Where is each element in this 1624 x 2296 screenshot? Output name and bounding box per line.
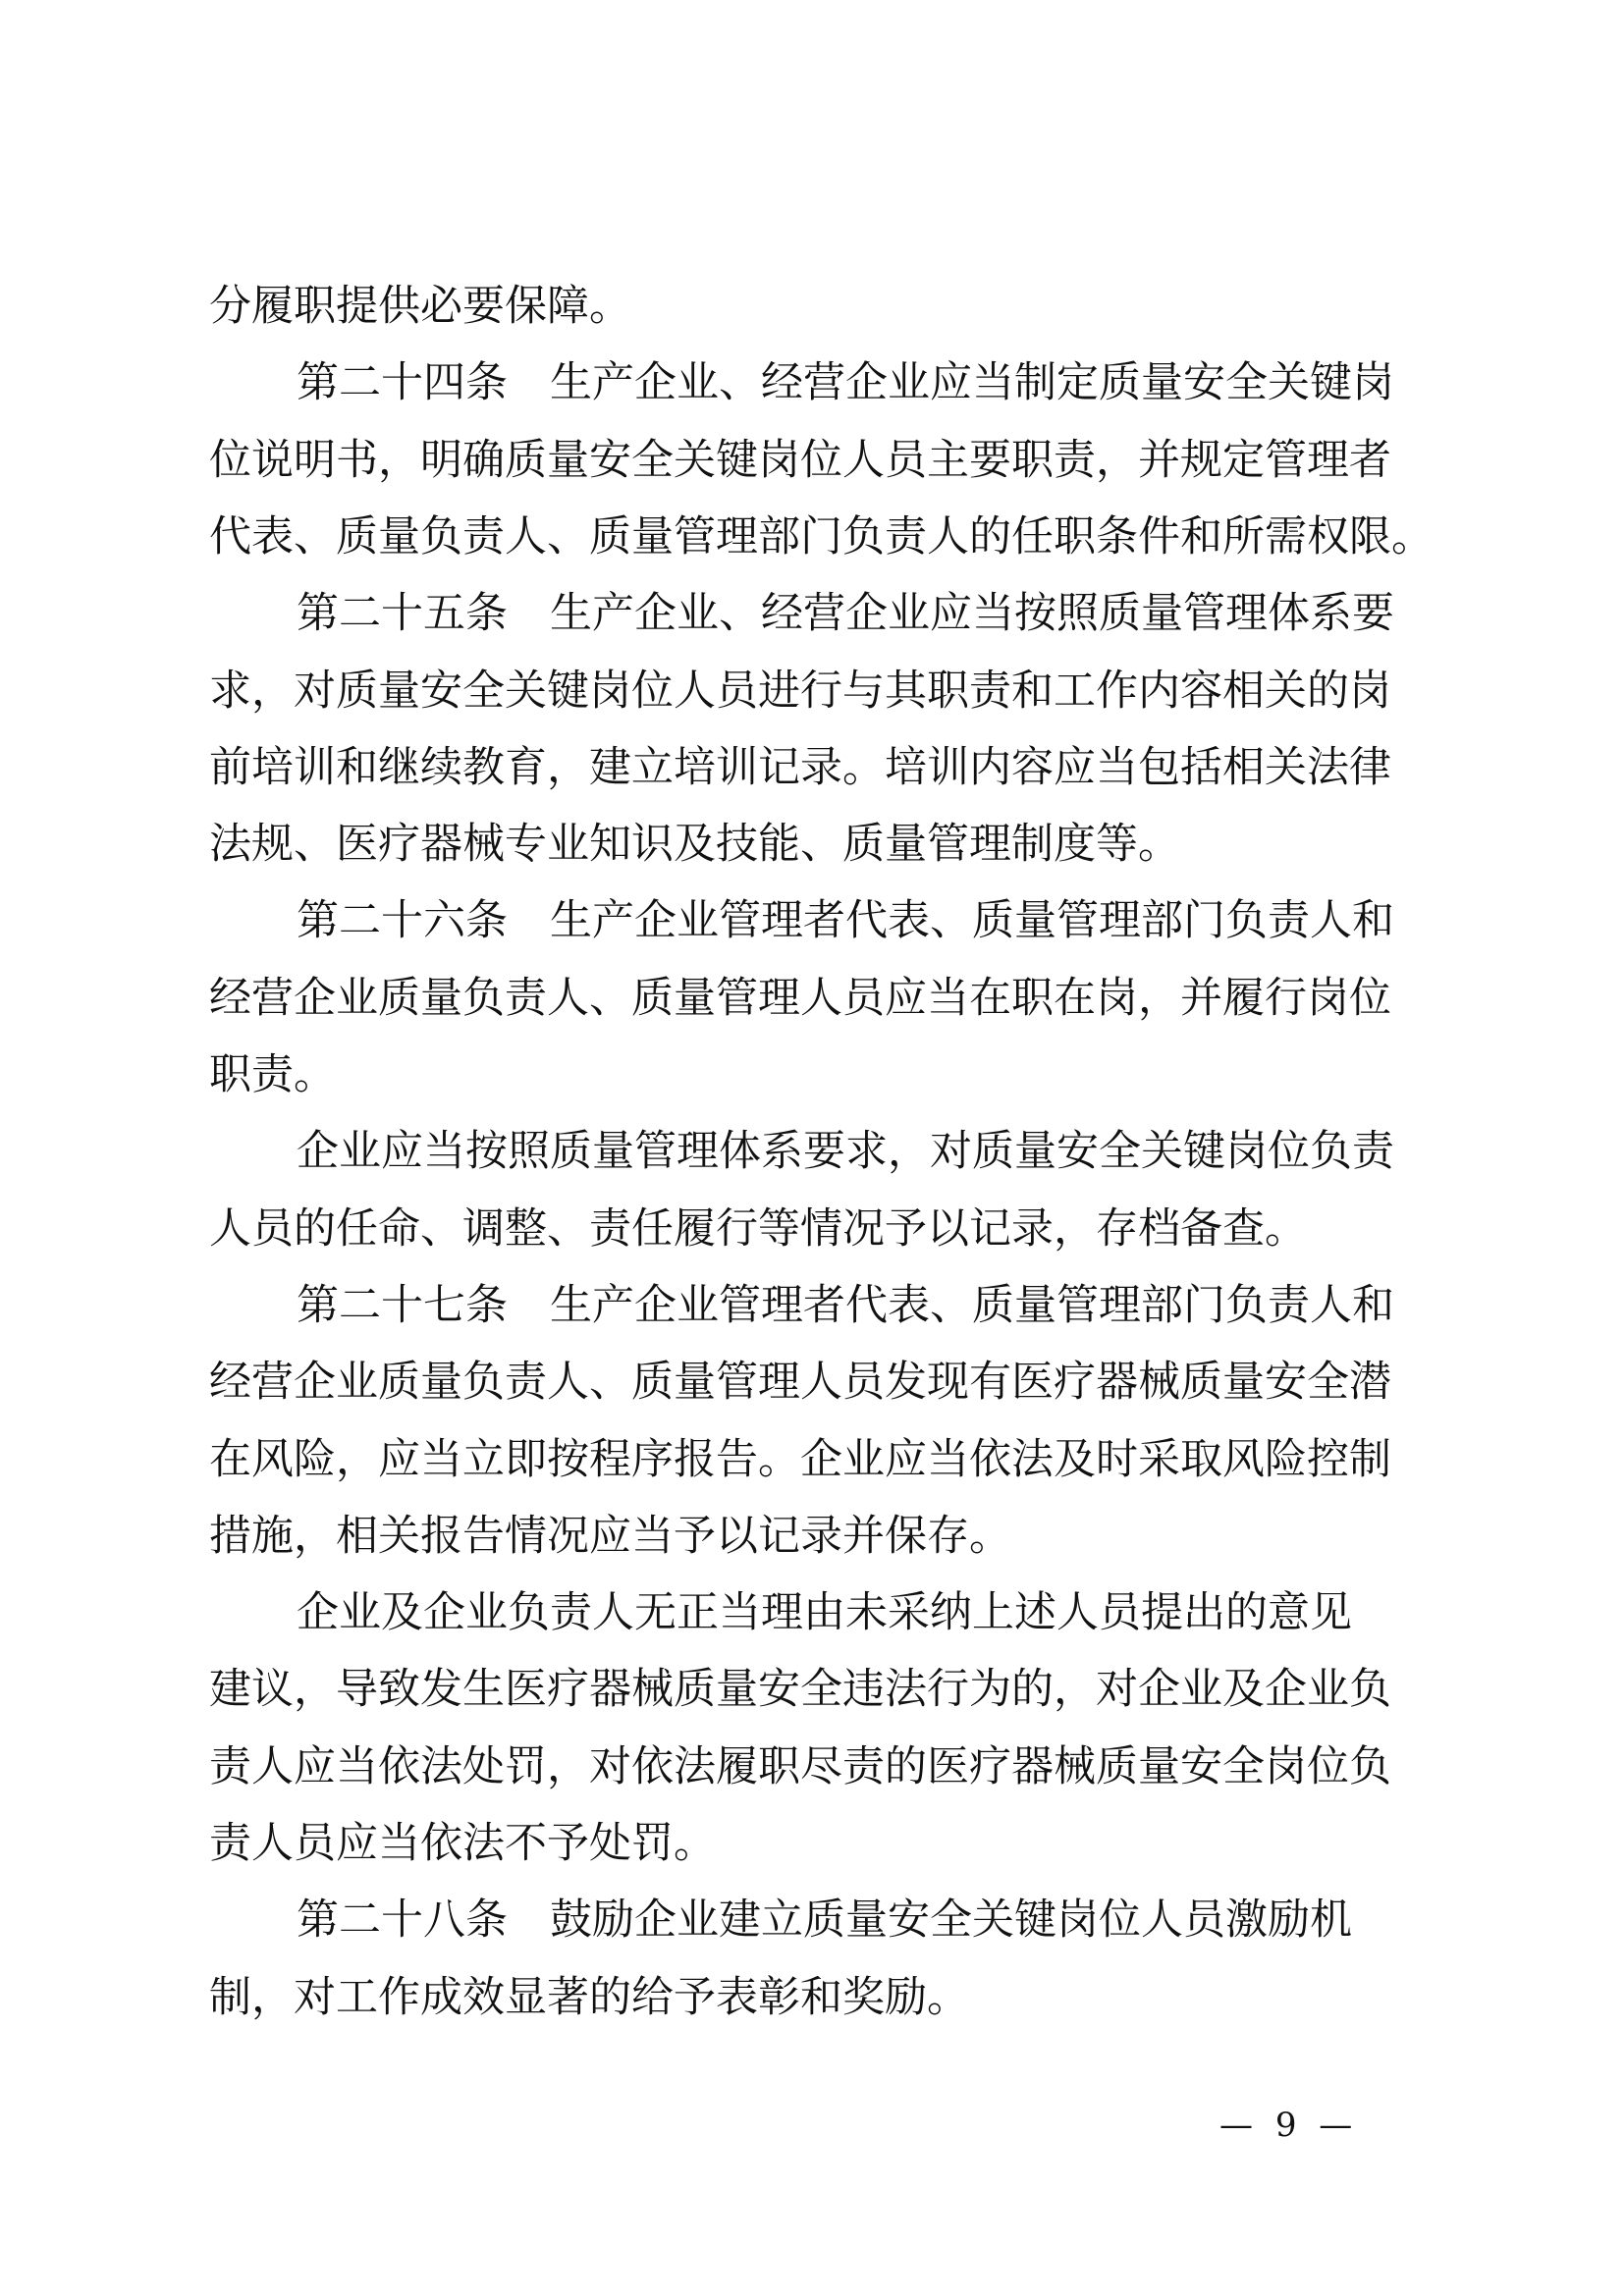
line-text: 制，对工作成效显著的给予表彰和奖励。 xyxy=(209,1973,969,2022)
article-number: 第二十六条 xyxy=(297,896,508,945)
article-number: 第二十四条 xyxy=(297,358,508,407)
line-text: 企业应当按照质量管理体系要求，对质量安全关键岗位负责 xyxy=(297,1127,1394,1176)
line-text: 生产企业、经营企业应当制定质量安全关键岗 xyxy=(550,358,1394,407)
text-line xyxy=(209,1045,1427,1104)
article-line xyxy=(297,1276,1514,1335)
line-text: 前培训和继续教育，建立培训记录。培训内容应当包括相关法律 xyxy=(209,743,1391,792)
line-text: 鼓励企业建立质量安全关键岗位人员激励机 xyxy=(550,1896,1352,1945)
text-line xyxy=(209,1507,1427,1566)
text-line xyxy=(209,1968,1427,2027)
text-line xyxy=(209,662,1427,721)
article-number: 第二十七条 xyxy=(297,1281,508,1330)
text-line xyxy=(209,1737,1427,1796)
article-number: 第二十八条 xyxy=(297,1896,508,1945)
line-text: 人员的任命、调整、责任履行等情况予以记录，存档备查。 xyxy=(209,1204,1307,1254)
page-footer xyxy=(1208,2101,1404,2150)
article-line xyxy=(297,584,1514,643)
line-text: 分履职提供必要保障。 xyxy=(209,282,631,331)
line-text: 职责。 xyxy=(209,1050,336,1099)
footer-dash-left: — xyxy=(1219,2106,1253,2145)
line-text: 建议，导致发生医疗器械质量安全违法行为的，对企业及企业负 xyxy=(209,1665,1391,1714)
footer-dash-right: — xyxy=(1319,2106,1353,2145)
line-text: 求，对质量安全关键岗位人员进行与其职责和工作内容相关的岗 xyxy=(209,667,1391,716)
line-text: 生产企业管理者代表、质量管理部门负责人和 xyxy=(550,896,1394,945)
text-line xyxy=(209,1430,1427,1489)
line-text: 位说明书，明确质量安全关键岗位人员主要职责，并规定管理者 xyxy=(209,436,1391,485)
line-text: 生产企业管理者代表、质量管理部门负责人和 xyxy=(550,1281,1394,1330)
line-text: 责人员应当依法不予处罚。 xyxy=(209,1819,716,1868)
line-text: 经营企业质量负责人、质量管理人员发现有医疗器械质量安全潜 xyxy=(209,1358,1391,1407)
text-line xyxy=(209,738,1427,797)
text-line xyxy=(297,1583,1514,1642)
article-line xyxy=(297,353,1514,412)
line-text: 责人应当依法处罚，对依法履职尽责的医疗器械质量安全岗位负 xyxy=(209,1742,1391,1791)
article-line xyxy=(297,891,1514,950)
text-line xyxy=(209,969,1427,1028)
text-line xyxy=(209,431,1427,490)
text-line xyxy=(209,1814,1427,1873)
text-line xyxy=(297,1122,1514,1181)
text-line xyxy=(209,277,1427,336)
text-line xyxy=(209,815,1427,874)
line-text: 经营企业质量负责人、质量管理人员应当在职在岗，并履行岗位 xyxy=(209,974,1391,1023)
text-line xyxy=(209,507,1434,566)
line-text: 代表、质量负责人、质量管理部门负责人的任职条件和所需权限。 xyxy=(209,512,1434,561)
line-text: 措施，相关报告情况应当予以记录并保存。 xyxy=(209,1512,1011,1561)
line-text: 在风险，应当立即按程序报告。企业应当依法及时采取风险控制 xyxy=(209,1435,1391,1484)
text-line xyxy=(209,1200,1427,1258)
page-number: 9 xyxy=(1274,2106,1297,2145)
line-text: 法规、医疗器械专业知识及技能、质量管理制度等。 xyxy=(209,820,1180,869)
line-text: 企业及企业负责人无正当理由未采纳上述人员提出的意见 xyxy=(297,1588,1352,1637)
line-text: 生产企业、经营企业应当按照质量管理体系要 xyxy=(550,589,1394,638)
text-line xyxy=(209,1660,1427,1719)
text-line xyxy=(209,1353,1427,1412)
article-line xyxy=(297,1891,1514,1949)
article-number: 第二十五条 xyxy=(297,589,508,638)
